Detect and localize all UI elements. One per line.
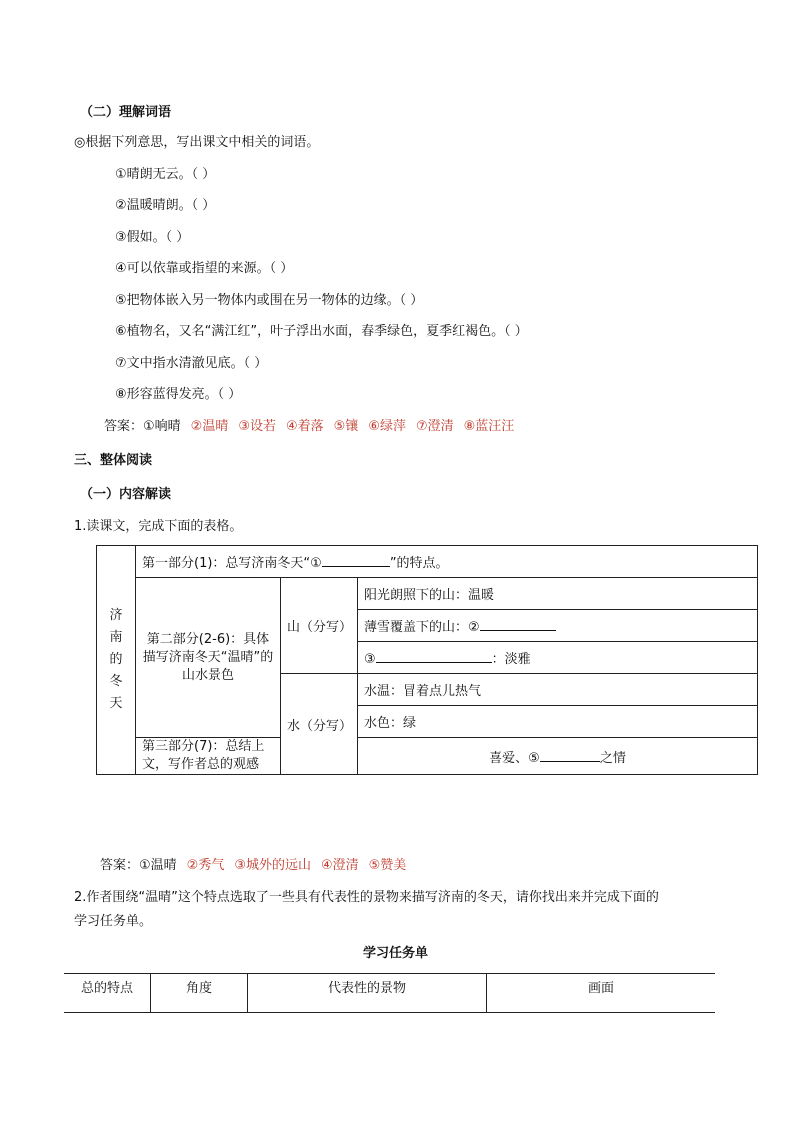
answer-item: ②温晴 (190, 419, 229, 434)
answer-item: ⑦澄清 (415, 419, 454, 434)
section-heading-overall: 三、整体阅读 (74, 453, 153, 468)
answer-line-1 (104, 415, 524, 434)
answer-item: ④着落 (285, 419, 324, 434)
section-heading-content: （一）内容解读 (80, 487, 172, 502)
answer-label: 答案： (100, 858, 140, 873)
structure-table (96, 545, 758, 775)
answer-item: ④澄清 (320, 858, 359, 873)
table-cell: 水色：绿 (358, 706, 758, 738)
table-left-label: 济南的冬天 (97, 546, 136, 775)
table-part2: 第二部分(2-6)：具体描写济南冬天“温晴”的山水景色 (136, 578, 281, 738)
instruction-text: ◎根据下列意思，写出课文中相关的词语。 (74, 135, 320, 150)
answer-item: ①温晴 (139, 858, 177, 873)
question-2-line-2: 学习任务单。 (74, 914, 153, 929)
table-water: 水（分写） (281, 674, 358, 775)
task-header: 画面 (587, 981, 614, 996)
vocab-item: ③假如。（ ） (115, 230, 190, 245)
table-part3: 第三部分(7)：总结上文，写作者总的观感 (136, 738, 281, 775)
table-mountain: 山（分写） (281, 578, 358, 674)
vocab-item: ⑥植物名，又名“满江红”，叶子浮出水面，春季绿色，夏季红褐色。（ ） (115, 324, 528, 339)
task-header: 代表性的景物 (248, 974, 487, 1013)
vocab-item: ②温暖晴朗。（ ） (115, 198, 216, 213)
vocab-item: ①晴朗无云。（ ） (115, 167, 216, 182)
answer-label: 答案： (104, 419, 144, 434)
answer-item: ③城外的远山 (234, 858, 311, 873)
task-table (64, 973, 715, 1013)
answer-item: ⑤赞美 (368, 858, 407, 873)
table-part1: 第一部分(1)：总写济南冬天“① ”的特点。 (136, 546, 758, 578)
task-sheet-title: 学习任务单 (363, 946, 429, 961)
vocab-item: ⑧形容蓝得发亮。（ ） (115, 387, 242, 402)
vocab-item: ④可以依靠或指望的来源。（ ） (115, 261, 294, 276)
answer-item: ②秀气 (186, 858, 225, 873)
table-cell: 水温：冒着点儿热气 (358, 674, 758, 706)
vocab-item: ⑤把物体嵌入另一物体内或围在另一物体的边缘。（ ） (115, 293, 424, 308)
table-emotion: 喜爱、⑤ 之情 (358, 738, 758, 775)
answer-item: ⑤镶 (333, 419, 359, 434)
question-2-line-1: 2.作者围绕“温晴”这个特点选取了一些具有代表性的景物来描写济南的冬天，请你找出来并完成下面的 (74, 890, 659, 905)
answer-item: ①响晴 (143, 419, 181, 434)
question-1: 1.读课文，完成下面的表格。 (74, 519, 243, 534)
answer-line-2 (100, 854, 416, 873)
answer-item: ⑧蓝汪汪 (463, 419, 515, 434)
table-cell: ③ ：淡雅 (358, 642, 758, 674)
answer-item: ⑥绿萍 (368, 419, 406, 434)
section-heading-understand: （二）理解词语 (80, 105, 172, 120)
answer-item: ③设若 (238, 419, 276, 434)
vocab-item: ⑦文中指水清澈见底。（ ） (115, 356, 268, 371)
table-cell: 阳光朗照下的山：温暖 (358, 578, 758, 610)
task-header: 总的特点 (64, 974, 151, 1013)
table-cell: 薄雪覆盖下的山：② (358, 610, 758, 642)
task-header: 角度 (151, 974, 248, 1013)
